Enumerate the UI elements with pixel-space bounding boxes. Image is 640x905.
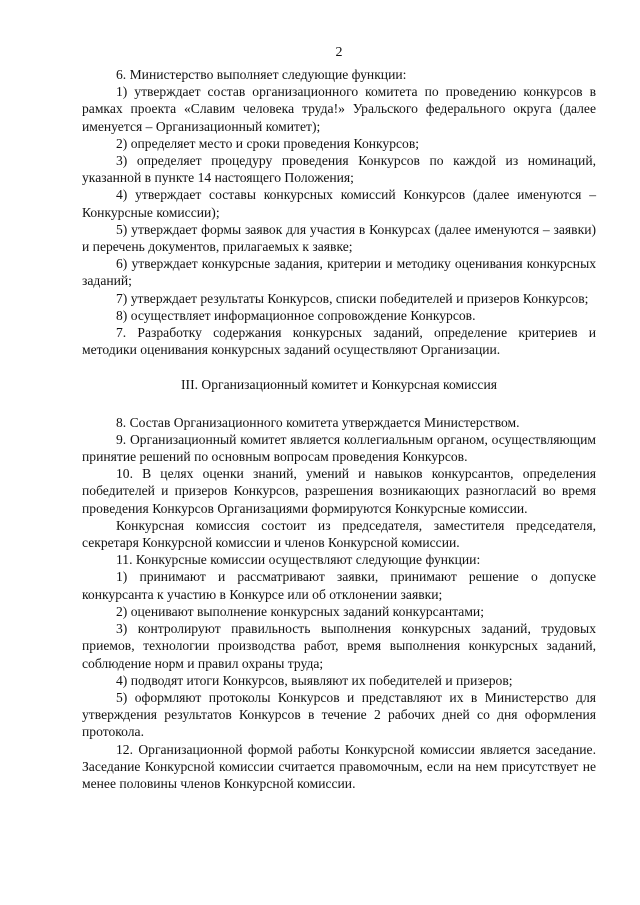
paragraph-11-item-1: 1) принимают и рассматривают заявки, принимают решение о допуске конкурсанта к участию в Конкурсе или об отклонении заявки; (82, 569, 596, 602)
paragraph-8: 8. Состав Организационного комитета утверждается Министерством. (116, 414, 520, 430)
paragraph-6-item-1: 1) утверждает состав организационного комитета по проведению конкурсов в рамках проекта «Славим человека труда!» Уральского федерального округа (далее именуется – Организационный комитет); (82, 84, 596, 134)
paragraph-6-item-6: 6) утверждает конкурсные задания, критерии и методику оценивания конкурсных заданий; (82, 256, 596, 289)
section-title: III. Организационный комитет и Конкурсная комиссия (181, 377, 497, 393)
paragraph-7: 7. Разработку содержания конкурсных заданий, определение критериев и методики оценивания конкурсных заданий осуществляют Организации. (82, 325, 596, 358)
paragraph-6-item-3: 3) определяет процедуру проведения Конкурсов по каждой из номинаций, указанной в пункте 14 настоящего Положения; (82, 153, 596, 186)
paragraph-11-item-5: 5) оформляют протоколы Конкурсов и представляют их в Министерство для утверждения результатов Конкурсов в течение 2 рабочих дней со дня оформления протокола. (82, 689, 596, 740)
paragraph-11-item-3: 3) контролируют правильность выполнения конкурсных заданий, трудовых приемов, технологии производства работ, время выполнения конкурсных заданий, соблюдение норм и правил охраны труда; (82, 621, 596, 671)
paragraph-6-item-2: 2) определяет место и сроки проведения Конкурсов; (116, 135, 420, 151)
paragraph-9: 9. Организационный комитет является коллегиальным органом, осуществляющим принятие решений по основным вопросам проведения Конкурсов. (82, 431, 596, 465)
paragraph-11-item-2: 2) оценивают выполнение конкурсных заданий конкурсантами; (116, 603, 484, 619)
paragraph-6-item-5: 5) утверждает формы заявок для участия в Конкурсах (далее именуются – заявки) и перечень документов, прилагаемых к заявке; (82, 221, 596, 255)
page-number: 2 (335, 45, 343, 60)
document-body (82, 66, 596, 792)
paragraph-6-item-8: 8) осуществляет информационное сопровождение Конкурсов. (116, 307, 476, 323)
paragraph-6-item-4: 4) утверждает составы конкурсных комиссий Конкурсов (далее именуются – Конкурсные комиссии); (82, 187, 596, 220)
paragraph-11: 11. Конкурсные комиссии осуществляют следующие функции: (116, 552, 481, 568)
paragraph-6-item-7: 7) утверждает результаты Конкурсов, списки победителей и призеров Конкурсов; (116, 290, 589, 306)
paragraph-6: 6. Министерство выполняет следующие функции: (116, 67, 407, 82)
paragraph-10-continued: Конкурсная комиссия состоит из председателя, заместителя председателя, секретаря Конкурсной комиссии и членов Конкурсной комиссии. (82, 517, 596, 551)
paragraph-11-item-4: 4) подводят итоги Конкурсов, выявляют их победителей и призеров; (116, 672, 513, 688)
paragraph-10: 10. В целях оценки знаний, умений и навыков конкурсантов, определения победителей и призеров Конкурсов, разрешения возникающих разногласий во время проведения Конкурсов Организациями формируются Конкурсные комиссии. (82, 466, 596, 516)
paragraph-12: 12. Организационной формой работы Конкурсной комиссии является заседание. Заседание Конкурсной комиссии считается правомочным, если на нем присутствует не менее половины членов Конкурсной комиссии. (82, 741, 596, 791)
